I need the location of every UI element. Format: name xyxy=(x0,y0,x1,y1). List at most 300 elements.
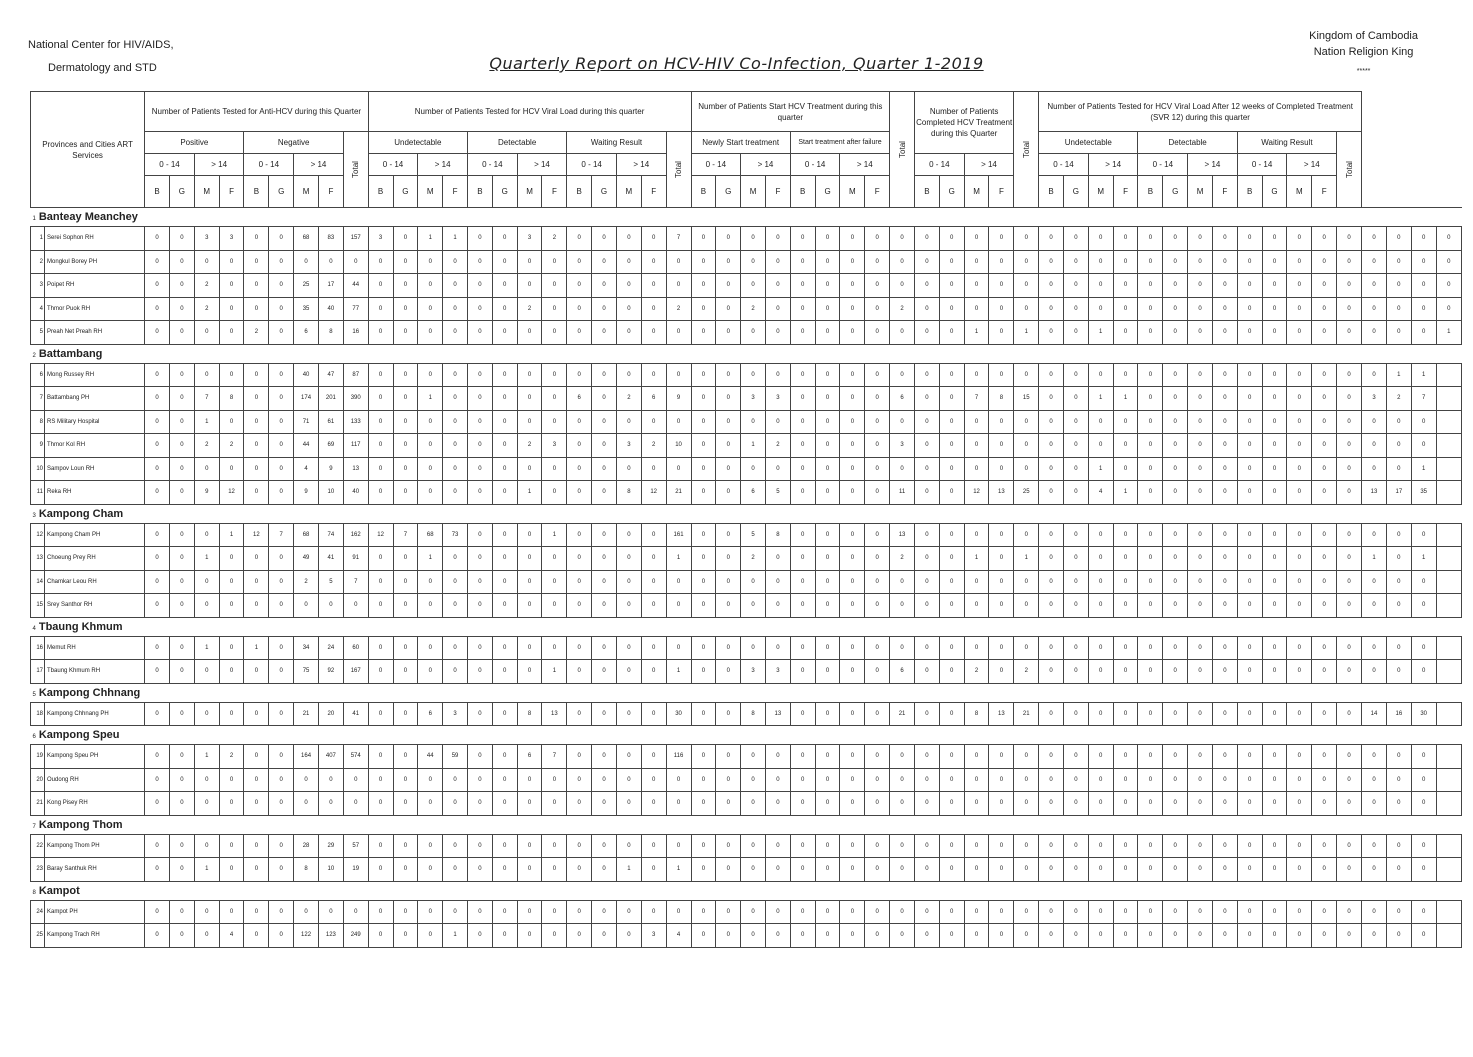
table-cell: 0 xyxy=(1312,523,1337,547)
table-cell: 0 xyxy=(368,434,393,458)
table-cell: 0 xyxy=(1163,570,1188,594)
table-cell: 0 xyxy=(1362,410,1387,434)
table-cell: 0 xyxy=(467,636,492,660)
table-cell: 16 xyxy=(343,321,368,345)
table-cell: 0 xyxy=(1411,900,1436,924)
table-cell: 0 xyxy=(1212,768,1237,792)
table-cell: 0 xyxy=(666,636,691,660)
table-cell: 0 xyxy=(1386,250,1411,274)
table-cell: 0 xyxy=(1411,297,1436,321)
table-cell: 0 xyxy=(443,387,468,411)
sex-age-header: F xyxy=(865,176,890,208)
table-cell: 7 xyxy=(1411,387,1436,411)
table-cell: 0 xyxy=(1113,768,1138,792)
table-cell: 11 xyxy=(890,481,915,505)
table-cell: 0 xyxy=(269,924,294,948)
table-cell: 0 xyxy=(666,457,691,481)
table-cell: 0 xyxy=(294,594,319,618)
table-cell: 0 xyxy=(244,834,269,858)
org-name-line1: National Center for HIV/AIDS, xyxy=(28,39,174,51)
table-cell: 0 xyxy=(467,768,492,792)
table-cell: 0 xyxy=(790,250,815,274)
age-over-14-header: > 14 xyxy=(517,154,567,176)
facility-number: 23 xyxy=(31,858,45,882)
facility-name: Sampov Loun RH xyxy=(45,457,145,481)
table-cell: 59 xyxy=(443,745,468,769)
table-cell: 0 xyxy=(890,636,915,660)
table-cell: 0 xyxy=(1014,900,1039,924)
table-cell: 0 xyxy=(1014,858,1039,882)
table-cell: 0 xyxy=(741,457,766,481)
table-cell: 0 xyxy=(1039,745,1064,769)
table-cell: 0 xyxy=(914,250,939,274)
table-cell: 0 xyxy=(1337,594,1362,618)
age-over-14-header: > 14 xyxy=(840,154,890,176)
table-cell: 0 xyxy=(393,636,418,660)
table-cell: 0 xyxy=(1362,768,1387,792)
table-cell: 0 xyxy=(790,434,815,458)
table-cell: 0 xyxy=(1188,768,1213,792)
table-cell: 0 xyxy=(741,858,766,882)
table-cell: 0 xyxy=(1312,227,1337,251)
table-cell: 0 xyxy=(542,547,567,571)
age-over-14-header: > 14 xyxy=(1287,154,1337,176)
sex-age-header: M xyxy=(418,176,443,208)
table-cell: 0 xyxy=(492,387,517,411)
table-cell: 0 xyxy=(1163,745,1188,769)
table-cell: 0 xyxy=(1262,387,1287,411)
table-cell: 0 xyxy=(865,547,890,571)
table-cell: 0 xyxy=(1312,481,1337,505)
table-cell: 0 xyxy=(567,434,592,458)
table-cell: 0 xyxy=(194,570,219,594)
table-cell: 0 xyxy=(1287,387,1312,411)
table-cell: 0 xyxy=(1237,321,1262,345)
table-cell: 407 xyxy=(318,745,343,769)
table-cell: 0 xyxy=(368,297,393,321)
province-number: 1 xyxy=(32,216,36,222)
table-cell: 0 xyxy=(914,570,939,594)
table-cell: 0 xyxy=(840,594,865,618)
table-cell: 0 xyxy=(1212,227,1237,251)
age-over-14-header: > 14 xyxy=(1088,154,1138,176)
table-cell: 0 xyxy=(1237,900,1262,924)
table-cell: 0 xyxy=(443,594,468,618)
table-cell: 0 xyxy=(1312,434,1337,458)
table-cell: 0 xyxy=(1287,900,1312,924)
facility-number: 9 xyxy=(31,434,45,458)
table-cell: 0 xyxy=(616,547,641,571)
table-cell: 92 xyxy=(318,660,343,684)
table-cell: 87 xyxy=(343,363,368,387)
table-cell: 0 xyxy=(567,792,592,816)
table-cell: 0 xyxy=(492,250,517,274)
table-cell: 0 xyxy=(1039,636,1064,660)
table-cell: 0 xyxy=(1014,227,1039,251)
table-cell: 0 xyxy=(244,434,269,458)
table-cell: 0 xyxy=(269,297,294,321)
table-cell: 0 xyxy=(1362,792,1387,816)
table-cell: 0 xyxy=(790,410,815,434)
table-cell: 0 xyxy=(1188,792,1213,816)
table-cell: 0 xyxy=(989,745,1014,769)
table-cell: 0 xyxy=(343,900,368,924)
age-0-14-header: 0 - 14 xyxy=(1039,154,1089,176)
table-cell: 0 xyxy=(815,834,840,858)
facility-number: 15 xyxy=(31,594,45,618)
table-cell: 0 xyxy=(467,410,492,434)
table-cell: 0 xyxy=(1362,745,1387,769)
table-cell: 0 xyxy=(542,594,567,618)
sex-age-header: F xyxy=(1113,176,1138,208)
table-cell: 0 xyxy=(914,547,939,571)
table-cell: 0 xyxy=(840,547,865,571)
table-cell: 0 xyxy=(1063,250,1088,274)
table-cell: 0 xyxy=(1113,660,1138,684)
table-cell: 0 xyxy=(840,457,865,481)
table-cell: 0 xyxy=(790,387,815,411)
table-cell: 0 xyxy=(1237,387,1262,411)
table-cell: 0 xyxy=(294,792,319,816)
table-cell: 0 xyxy=(269,547,294,571)
table-cell: 0 xyxy=(1386,636,1411,660)
table-cell: 0 xyxy=(517,250,542,274)
table-cell: 0 xyxy=(1386,297,1411,321)
table-cell: 0 xyxy=(765,834,790,858)
table-cell: 0 xyxy=(790,636,815,660)
table-cell: 0 xyxy=(517,660,542,684)
table-cell: 0 xyxy=(716,594,741,618)
table-cell: 0 xyxy=(219,702,244,726)
report-title: Quarterly Report on HCV-HIV Co-Infection, Quarter 1-2019 xyxy=(489,54,984,73)
province-label: Kampong Chhnang xyxy=(38,686,141,699)
table-cell: 0 xyxy=(1063,834,1088,858)
table-cell: 0 xyxy=(418,250,443,274)
table-cell: 0 xyxy=(1113,363,1138,387)
table-cell: 0 xyxy=(592,768,617,792)
table-cell: 0 xyxy=(343,792,368,816)
table-header xyxy=(31,92,1462,208)
table-cell xyxy=(1436,858,1461,882)
table-cell: 0 xyxy=(592,363,617,387)
table-cell: 0 xyxy=(368,363,393,387)
table-cell: 0 xyxy=(145,387,170,411)
table-cell: 0 xyxy=(865,792,890,816)
table-cell: 0 xyxy=(964,768,989,792)
table-cell: 0 xyxy=(170,834,195,858)
table-cell: 71 xyxy=(294,410,319,434)
table-cell: 0 xyxy=(1411,410,1436,434)
table-cell xyxy=(1436,363,1461,387)
table-cell: 0 xyxy=(741,570,766,594)
table-cell: 0 xyxy=(914,900,939,924)
table-cell: 0 xyxy=(964,924,989,948)
table-cell: 0 xyxy=(964,834,989,858)
table-cell: 7 xyxy=(269,523,294,547)
table-cell: 0 xyxy=(170,523,195,547)
table-cell xyxy=(1436,768,1461,792)
table-cell: 0 xyxy=(1312,834,1337,858)
table-cell: 0 xyxy=(790,792,815,816)
table-cell: 0 xyxy=(542,250,567,274)
table-cell: 0 xyxy=(716,297,741,321)
table-cell: 0 xyxy=(1138,250,1163,274)
table-cell: 0 xyxy=(1063,297,1088,321)
table-cell: 0 xyxy=(418,434,443,458)
table-cell: 0 xyxy=(691,834,716,858)
table-cell: 0 xyxy=(1063,457,1088,481)
table-cell: 0 xyxy=(914,768,939,792)
table-cell: 0 xyxy=(865,702,890,726)
sex-age-header: M xyxy=(517,176,542,208)
table-cell: 1 xyxy=(1411,547,1436,571)
table-cell: 40 xyxy=(294,363,319,387)
table-cell: 0 xyxy=(492,523,517,547)
table-cell: 2 xyxy=(244,321,269,345)
table-cell: 0 xyxy=(1436,227,1461,251)
table-cell: 0 xyxy=(1088,434,1113,458)
table-cell: 164 xyxy=(294,745,319,769)
table-cell xyxy=(1436,900,1461,924)
table-cell: 0 xyxy=(517,274,542,298)
table-cell: 0 xyxy=(517,547,542,571)
table-cell: 0 xyxy=(1063,481,1088,505)
table-cell: 0 xyxy=(890,321,915,345)
table-cell: 0 xyxy=(616,900,641,924)
table-cell: 0 xyxy=(1088,547,1113,571)
table-cell: 0 xyxy=(443,297,468,321)
table-cell: 0 xyxy=(194,702,219,726)
table-cell: 0 xyxy=(1262,297,1287,321)
table-cell: 0 xyxy=(567,570,592,594)
table-cell: 3 xyxy=(542,434,567,458)
table-cell: 0 xyxy=(567,858,592,882)
table-cell: 0 xyxy=(1088,594,1113,618)
table-cell: 574 xyxy=(343,745,368,769)
table-cell: 13 xyxy=(765,702,790,726)
table-cell: 0 xyxy=(1138,768,1163,792)
table-cell: 0 xyxy=(567,321,592,345)
table-cell xyxy=(1436,924,1461,948)
table-cell: 0 xyxy=(1362,834,1387,858)
negative-header: Negative xyxy=(244,132,343,154)
table-cell: 0 xyxy=(616,297,641,321)
table-cell: 2 xyxy=(194,274,219,298)
table-cell: 0 xyxy=(368,792,393,816)
table-cell: 0 xyxy=(939,702,964,726)
table-cell: 0 xyxy=(691,321,716,345)
table-cell: 0 xyxy=(1237,594,1262,618)
table-cell: 6 xyxy=(890,387,915,411)
table-cell: 0 xyxy=(616,363,641,387)
table-cell: 2 xyxy=(641,434,666,458)
table-cell: 0 xyxy=(1262,636,1287,660)
table-cell: 0 xyxy=(1063,227,1088,251)
table-cell: 0 xyxy=(244,547,269,571)
table-cell: 0 xyxy=(1411,834,1436,858)
table-cell: 2 xyxy=(294,570,319,594)
table-cell: 0 xyxy=(517,387,542,411)
table-cell: 0 xyxy=(1237,547,1262,571)
table-cell: 0 xyxy=(467,900,492,924)
table-cell: 1 xyxy=(964,321,989,345)
table-cell: 61 xyxy=(318,410,343,434)
table-cell: 0 xyxy=(641,523,666,547)
table-cell: 0 xyxy=(890,768,915,792)
table-cell: 0 xyxy=(492,745,517,769)
table-cell xyxy=(1436,481,1461,505)
table-cell: 0 xyxy=(865,834,890,858)
table-cell: 0 xyxy=(865,570,890,594)
table-cell: 0 xyxy=(765,321,790,345)
table-cell: 0 xyxy=(1262,594,1287,618)
table-cell: 1 xyxy=(666,660,691,684)
province-row xyxy=(31,344,1462,363)
table-cell: 0 xyxy=(1386,792,1411,816)
age-over-14-header: > 14 xyxy=(418,154,468,176)
table-cell: 0 xyxy=(1039,570,1064,594)
table-cell: 0 xyxy=(492,900,517,924)
table-cell: 0 xyxy=(145,792,170,816)
table-cell: 0 xyxy=(492,297,517,321)
table-cell: 0 xyxy=(393,547,418,571)
table-cell: 0 xyxy=(1287,274,1312,298)
table-cell: 0 xyxy=(1163,636,1188,660)
sex-age-header: B xyxy=(567,176,592,208)
table-cell: 0 xyxy=(418,768,443,792)
table-cell: 0 xyxy=(1063,745,1088,769)
table-cell: 0 xyxy=(716,702,741,726)
table-cell: 1 xyxy=(1113,387,1138,411)
table-cell: 40 xyxy=(343,481,368,505)
table-cell: 0 xyxy=(1039,410,1064,434)
table-cell: 0 xyxy=(691,924,716,948)
age-0-14-header: 0 - 14 xyxy=(691,154,741,176)
table-cell: 0 xyxy=(1362,660,1387,684)
table-cell: 0 xyxy=(1039,481,1064,505)
table-cell: 0 xyxy=(1063,768,1088,792)
table-cell: 35 xyxy=(294,297,319,321)
table-cell: 0 xyxy=(517,594,542,618)
table-cell: 157 xyxy=(343,227,368,251)
table-row xyxy=(31,363,1462,387)
table-cell: 0 xyxy=(1138,363,1163,387)
table-cell: 0 xyxy=(567,250,592,274)
table-cell: 0 xyxy=(989,547,1014,571)
table-cell: 68 xyxy=(294,227,319,251)
sex-age-header: M xyxy=(741,176,766,208)
facility-name: Kampong Cham PH xyxy=(45,523,145,547)
table-cell: 0 xyxy=(1362,297,1387,321)
sex-age-header: M xyxy=(964,176,989,208)
table-cell: 0 xyxy=(964,594,989,618)
table-cell: 9 xyxy=(294,481,319,505)
table-cell: 0 xyxy=(666,321,691,345)
table-cell: 0 xyxy=(989,924,1014,948)
table-cell: 0 xyxy=(1163,594,1188,618)
table-cell: 0 xyxy=(790,924,815,948)
table-cell: 0 xyxy=(1386,570,1411,594)
table-cell: 0 xyxy=(170,702,195,726)
table-cell: 0 xyxy=(418,636,443,660)
table-cell: 0 xyxy=(1188,858,1213,882)
table-cell: 0 xyxy=(567,297,592,321)
table-cell: 0 xyxy=(865,924,890,948)
table-cell: 0 xyxy=(939,570,964,594)
table-cell: 0 xyxy=(641,297,666,321)
table-cell: 0 xyxy=(443,457,468,481)
table-cell: 0 xyxy=(1262,523,1287,547)
table-cell: 57 xyxy=(343,834,368,858)
table-cell: 0 xyxy=(269,321,294,345)
table-cell: 0 xyxy=(1287,227,1312,251)
table-cell: 0 xyxy=(145,434,170,458)
table-cell: 0 xyxy=(170,660,195,684)
table-cell: 0 xyxy=(1337,410,1362,434)
table-cell: 1 xyxy=(418,547,443,571)
table-cell: 0 xyxy=(1337,481,1362,505)
table-cell: 0 xyxy=(989,768,1014,792)
table-cell: 0 xyxy=(865,768,890,792)
table-cell: 0 xyxy=(1312,900,1337,924)
table-cell: 0 xyxy=(840,702,865,726)
table-cell: 0 xyxy=(145,834,170,858)
table-cell: 0 xyxy=(592,434,617,458)
table-cell: 0 xyxy=(765,594,790,618)
table-cell: 0 xyxy=(840,410,865,434)
table-cell: 0 xyxy=(815,900,840,924)
table-cell: 0 xyxy=(1039,321,1064,345)
table-cell: 74 xyxy=(318,523,343,547)
table-cell: 0 xyxy=(1287,594,1312,618)
facility-name: RS Military Hospital xyxy=(45,410,145,434)
table-cell: 0 xyxy=(616,570,641,594)
table-cell: 0 xyxy=(269,768,294,792)
table-cell: 0 xyxy=(691,297,716,321)
table-cell: 3 xyxy=(890,434,915,458)
table-cell xyxy=(1436,594,1461,618)
table-cell: 0 xyxy=(1138,858,1163,882)
table-cell: 0 xyxy=(170,250,195,274)
table-cell: 0 xyxy=(1411,321,1436,345)
table-cell: 0 xyxy=(1237,924,1262,948)
table-cell: 10 xyxy=(318,858,343,882)
table-cell: 0 xyxy=(865,434,890,458)
table-cell: 0 xyxy=(592,321,617,345)
table-cell: 0 xyxy=(765,745,790,769)
table-cell: 0 xyxy=(393,227,418,251)
table-cell: 0 xyxy=(145,745,170,769)
table-cell: 44 xyxy=(294,434,319,458)
sex-age-header: B xyxy=(790,176,815,208)
table-cell: 0 xyxy=(368,660,393,684)
facility-number: 11 xyxy=(31,481,45,505)
table-cell: 0 xyxy=(170,457,195,481)
province-row xyxy=(31,683,1462,702)
table-cell: 0 xyxy=(840,523,865,547)
table-cell: 0 xyxy=(939,457,964,481)
table-cell: 0 xyxy=(914,227,939,251)
table-cell: 0 xyxy=(492,858,517,882)
table-cell: 0 xyxy=(1188,924,1213,948)
table-cell: 0 xyxy=(1088,250,1113,274)
table-cell: 0 xyxy=(194,363,219,387)
table-cell: 0 xyxy=(343,594,368,618)
table-cell: 0 xyxy=(1312,457,1337,481)
table-cell: 0 xyxy=(269,434,294,458)
table-cell: 0 xyxy=(1163,523,1188,547)
table-cell: 17 xyxy=(1386,481,1411,505)
